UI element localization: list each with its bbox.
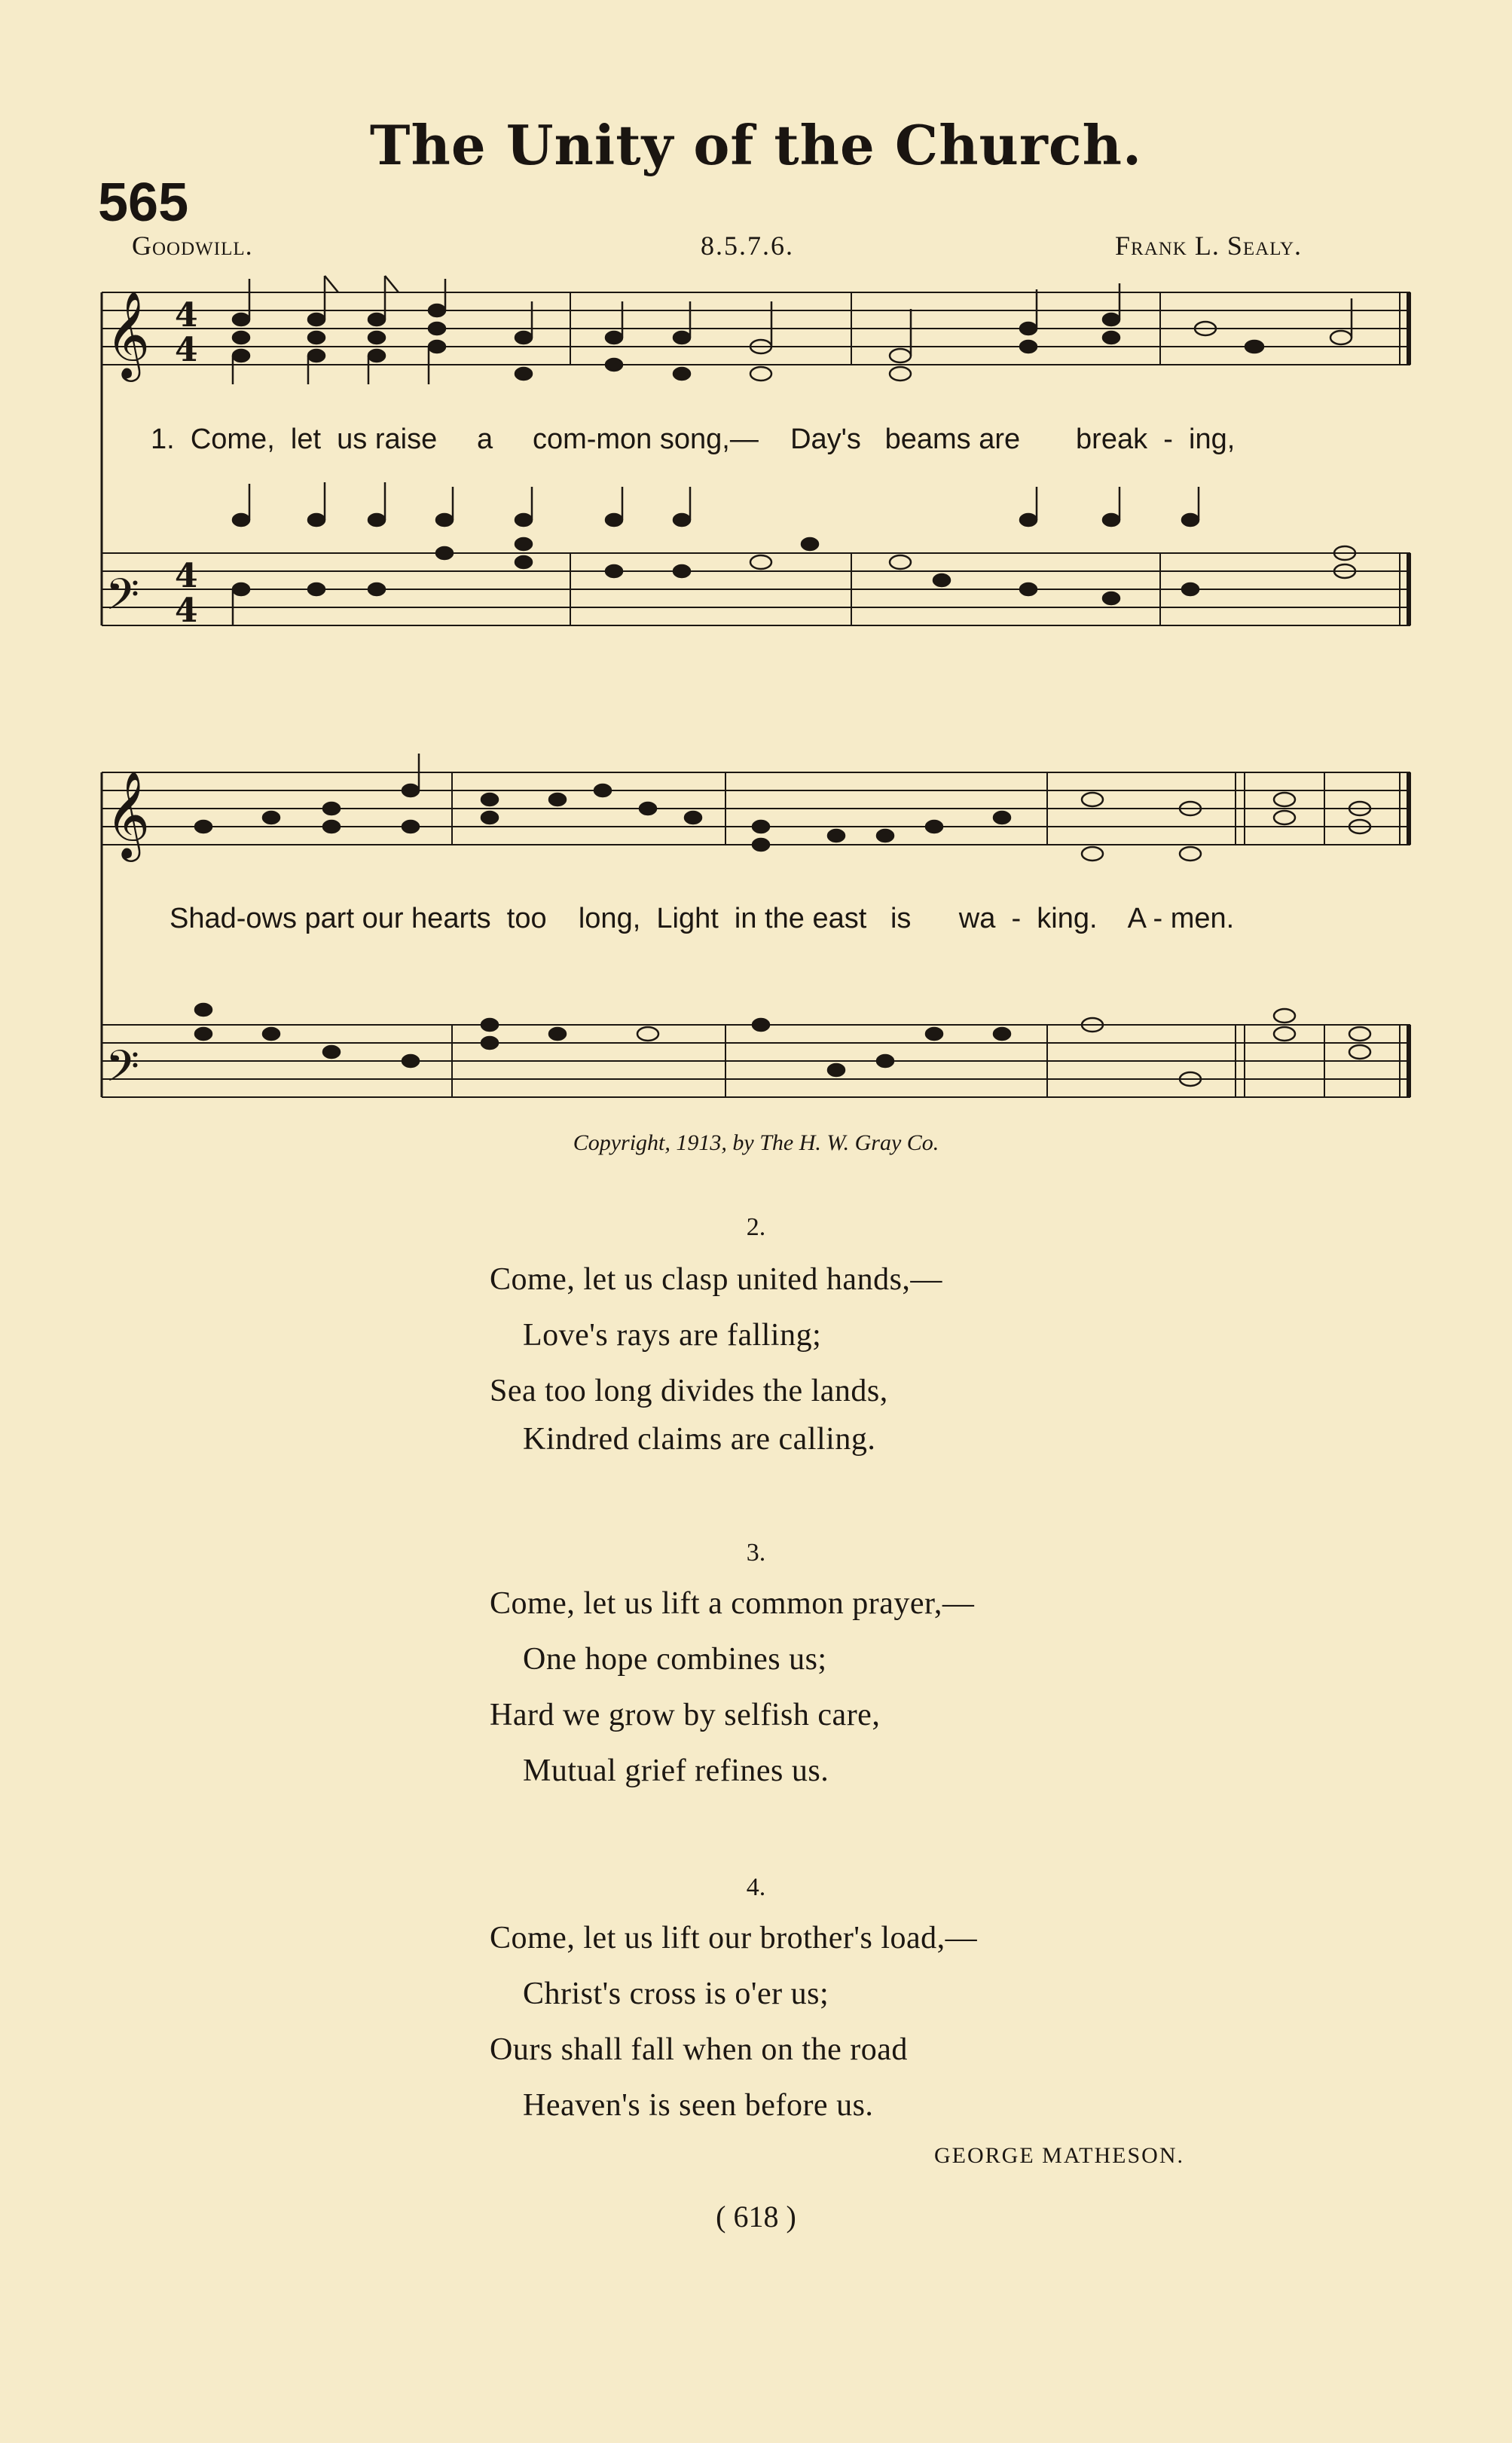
staff-bass-1 <box>102 553 1410 625</box>
tune-name: Goodwill. <box>132 231 253 261</box>
copyright-notice: Copyright, 1913, by The H. W. Gray Co. <box>573 1130 939 1155</box>
staff-bass-2 <box>102 1025 1410 1097</box>
bass-clef-icon: 𝄢 <box>105 1041 140 1102</box>
staff-treble-1 <box>102 292 1410 365</box>
treble-clef-icon: 𝄞 <box>105 290 151 378</box>
verse-line: Heaven's is seen before us. <box>523 2088 874 2123</box>
notes <box>195 276 1370 1086</box>
verse-line: Kindred claims are calling. <box>523 1422 876 1457</box>
bass-clef-icon: 𝄢 <box>105 569 140 631</box>
verse-line: Come, let us lift a common prayer,— <box>490 1586 975 1621</box>
verse-number: 3. <box>746 1539 766 1567</box>
text-author: GEORGE MATHESON. <box>934 2143 1184 2168</box>
verse-line: Hard we grow by selfish care, <box>490 1698 881 1732</box>
hymn-number: 565 <box>98 173 189 233</box>
verse-line: Come, let us lift our brother's load,— <box>490 1921 978 1955</box>
verse-line: Love's rays are falling; <box>523 1318 822 1353</box>
verse-line: One hope combines us; <box>523 1642 827 1677</box>
treble-clef-icon: 𝄞 <box>105 770 151 858</box>
verse-line: Christ's cross is o'er us; <box>523 1977 829 2011</box>
chord <box>233 279 249 384</box>
hymn-title: The Unity of the Church. <box>369 113 1143 177</box>
svg-text:4: 4 <box>175 557 198 595</box>
time-signatures <box>175 296 198 630</box>
music-score <box>0 0 1512 1130</box>
verse-number: 2. <box>746 1213 766 1241</box>
verse-line: Mutual grief refines us. <box>523 1754 829 1788</box>
verse-line: Come, let us clasp united hands,— <box>490 1262 942 1297</box>
svg-text:4: 4 <box>175 331 198 369</box>
barlines-1 <box>570 292 1409 625</box>
page-number: ( 618 ) <box>716 2200 796 2234</box>
svg-text:4: 4 <box>175 296 198 335</box>
clefs <box>105 290 150 1102</box>
meter: 8.5.7.6. <box>701 231 794 261</box>
verse-line: Ours shall fall when on the road <box>490 2032 908 2067</box>
lyrics-line-2: Shad-ows part our hearts too long, Light in the east is wa - king. A - men. <box>170 903 1235 934</box>
composer: Frank L. Sealy. <box>1115 231 1303 261</box>
verse-number: 4. <box>746 1873 766 1901</box>
svg-text:4: 4 <box>175 592 198 630</box>
staff-treble-2 <box>102 772 1410 845</box>
lyrics-line-1: 1. Come, let us raise a com-mon song,— Day's beams are break - ing, <box>151 423 1236 455</box>
verse-line: Sea too long divides the lands, <box>490 1374 888 1408</box>
